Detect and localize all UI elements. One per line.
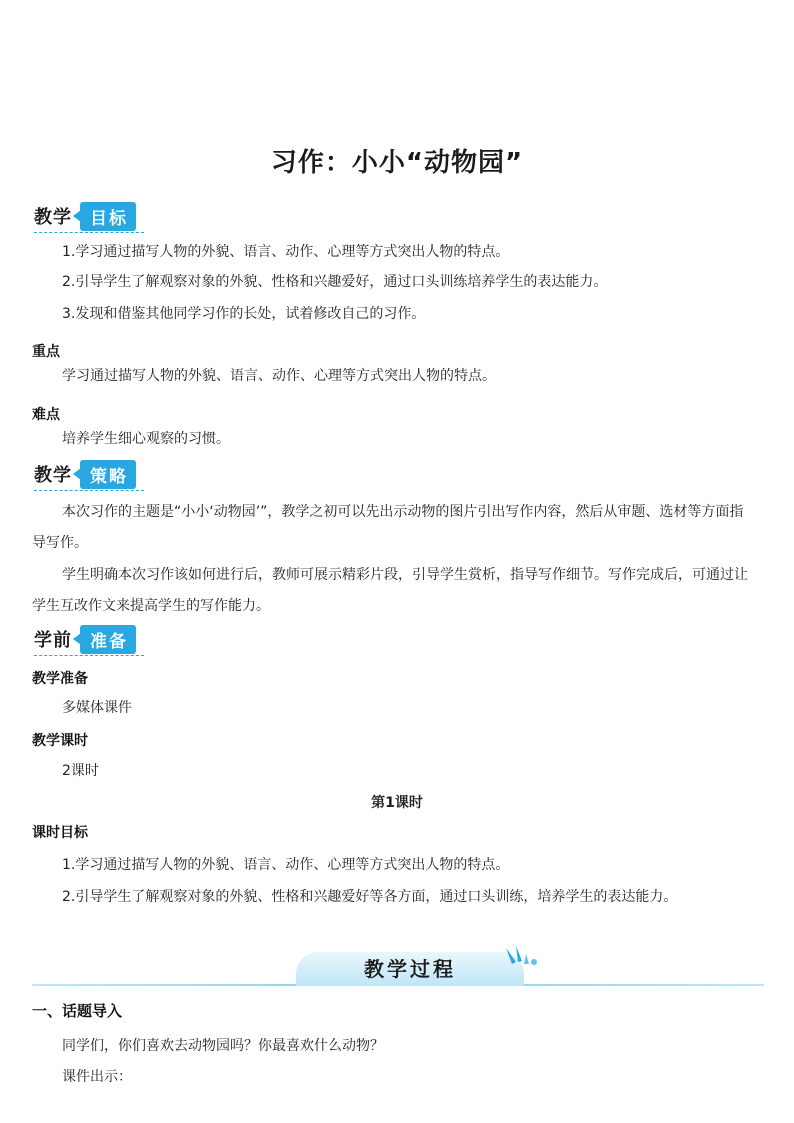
prep-material-text: 多媒体课件 [62, 700, 132, 716]
difficulty-label: 难点 [32, 407, 60, 423]
prep-material-label: 教学准备 [32, 671, 88, 687]
strategy-paragraph: 学生明确本次习作该如何进行后，教师可展示精彩片段，引导学生赏析，指导写作细节。写作完成后，可通过让学生互改作文来提高学生的写作能力。 [32, 567, 748, 614]
process-banner [32, 946, 764, 992]
goal-item: 1.学习通过描写人物的外貌、语言、动作、心理等方式突出人物的特点。 [62, 244, 510, 260]
key-point-text: 学习通过描写人物的外貌、语言、动作、心理等方式突出人物的特点。 [62, 368, 496, 384]
section-header-goals [34, 201, 136, 231]
process-banner-title: 教学过程 [364, 957, 456, 981]
prep-hours-label: 教学课时 [32, 733, 88, 749]
splash-decoration-icon [502, 944, 542, 972]
intro-line: 课件出示： [62, 1069, 132, 1085]
prep-hours-text: 2课时 [62, 763, 99, 779]
section-header-dark: 学前 [34, 630, 72, 651]
lesson-goal-item: 2.引导学生了解观察对象的外貌、性格和兴趣爱好等各方面，通过口头训练，培养学生的表达能力。 [62, 889, 678, 905]
goal-item: 3.发现和借鉴其他同学习作的长处，试着修改自己的习作。 [62, 306, 426, 322]
intro-line: 同学们，你们喜欢去动物园吗？你最喜欢什么动物？ [62, 1038, 384, 1054]
intro-heading: 一、话题导入 [32, 1002, 123, 1020]
key-point-label: 重点 [32, 344, 60, 360]
section-header-tag: 策略 [80, 460, 136, 489]
section-header-strategy [34, 459, 136, 489]
lesson-heading: 第1课时 [371, 795, 423, 811]
section-header-tag: 准备 [80, 625, 136, 654]
lesson-goal-item: 1.学习通过描写人物的外貌、语言、动作、心理等方式突出人物的特点。 [62, 857, 510, 873]
goal-item: 2.引导学生了解观察对象的外貌、性格和兴趣爱好，通过口头训练培养学生的表达能力。 [62, 274, 608, 290]
section-header-dark: 教学 [34, 207, 72, 228]
section-header-dark: 教学 [34, 465, 72, 486]
difficulty-text: 培养学生细心观察的习惯。 [62, 431, 230, 447]
section-header-prep [34, 624, 136, 654]
document-title: 习作：小小“动物园” [270, 148, 524, 178]
lesson-goals-label: 课时目标 [32, 825, 88, 841]
strategy-paragraph: 本次习作的主题是“小小‘动物园’”，教学之初可以先出示动物的图片引出写作内容，然后从审题、选材等方面指导写作。 [32, 504, 744, 551]
section-header-tag: 目标 [80, 202, 136, 231]
